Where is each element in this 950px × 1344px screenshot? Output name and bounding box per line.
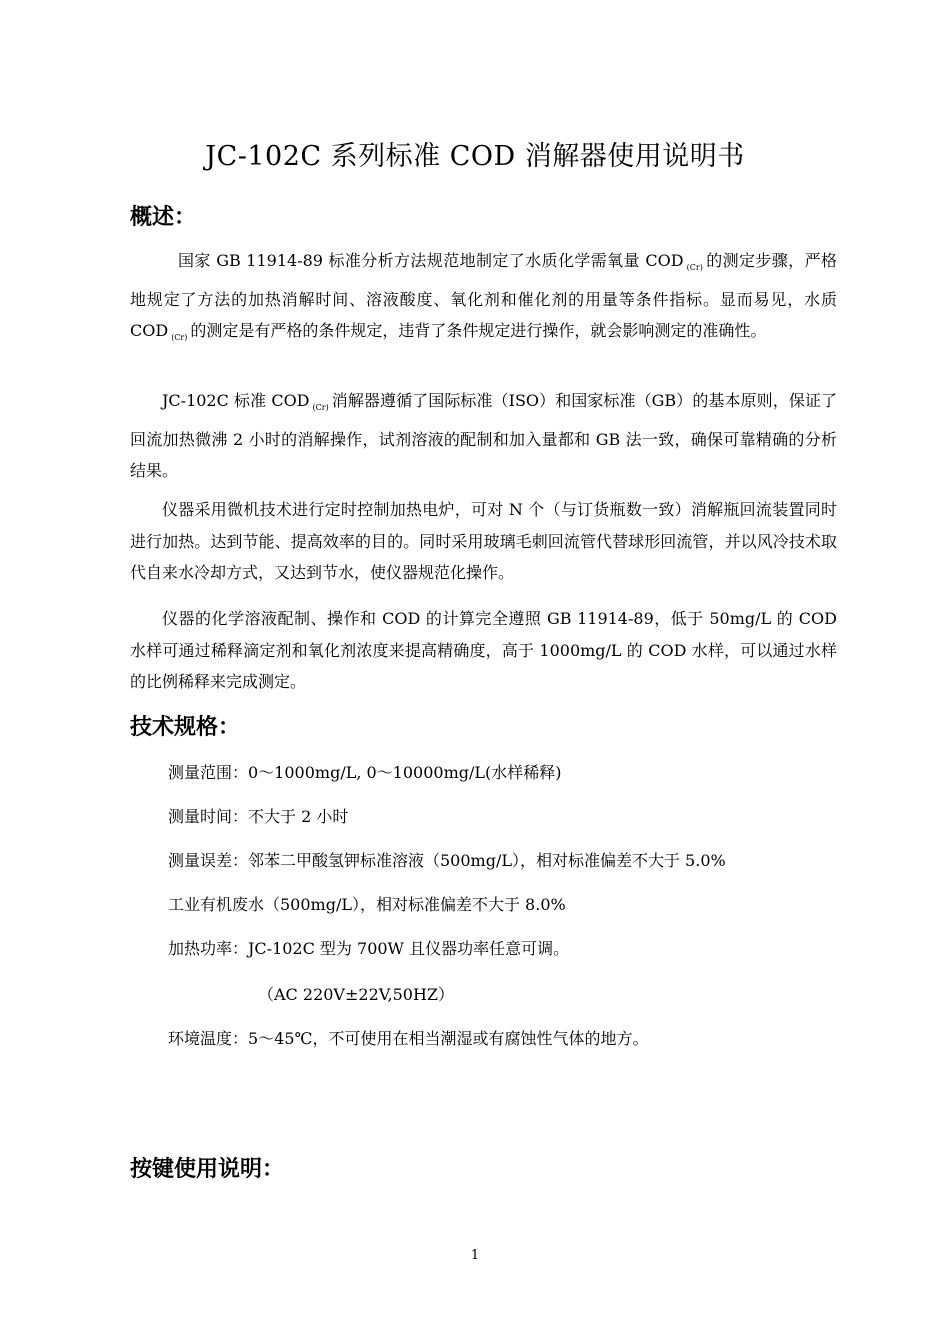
spec-power-supply: （AC 220V±22V,50HZ）: [258, 985, 455, 1004]
heading-specs: 技术规格：: [130, 715, 241, 740]
paragraph-overview-1: 国家 GB 11914-89 标准分析方法规范地制定了水质化学需氧量 COD $_{(Cr)}$ 的测定步骤，严格地规定了方法的加热消解时间、溶液酸度、氧化剂和催化剂的用量等条件指标。显而易见，水质 COD $_{(Cr)}$ 的测定是有严格的条件规定，违背了条件规定进行操作，就会影响测定的准确性。: [130, 251, 837, 342]
page-number: 1: [470, 1248, 480, 1263]
spec-ambient-temperature: 环境温度：5～45℃，不可使用在相当潮湿或有腐蚀性气体的地方。: [168, 1029, 649, 1048]
spec-measure-time: 测量时间：不大于 2 小时: [168, 807, 349, 826]
paragraph-overview-2: JC-102C 标准 COD $_{(Cr)}$ 消解器遵循了国际标准（ISO）和国家标准（GB）的基本原则，保证了回流加热微沸 2 小时的消解操作，试剂溶液的配制和加入量都和 GB 法一致，确保可靠精确的分析结果。: [130, 391, 837, 480]
heading-keys: 按键使用说明：: [130, 1157, 285, 1182]
spec-heating-power: 加热功率：JC-102C 型为 700W 且仪器功率任意可调。: [168, 939, 570, 958]
document-title: JC-102C 系列标准 COD 消解器使用说明书: [205, 141, 745, 172]
heading-overview: 概述：: [130, 205, 197, 230]
spec-measure-error: 测量误差：邻苯二甲酸氢钾标准溶液（500mg/L），相对标准偏差不大于 5.0%: [168, 851, 726, 870]
spec-industrial-water: 工业有机废水（500mg/L），相对标准偏差不大于 8.0%: [168, 895, 566, 914]
paragraph-overview-4: 仪器的化学溶液配制、操作和 COD 的计算完全遵照 GB 11914-89，低于 50mg/L 的 COD 水样可通过稀释滴定剂和氧化剂浓度来提高精确度，高于 1000mg/L 的 COD 水样，可以通过水样的比例稀释来完成测定。: [130, 609, 837, 691]
spec-measure-range: 测量范围：0～1000mg/L, 0～10000mg/L(水样稀释): [168, 763, 562, 782]
paragraph-overview-3: 仪器采用微机技术进行定时控制加热电炉，可对 N 个（与订货瓶数一致）消解瓶回流装置同时进行加热。达到节能、提高效率的目的。同时采用玻璃毛刺回流管代替球形回流管，并以风冷技术取代自来水冷却方式，又达到节水，使仪器规范化操作。: [130, 500, 837, 582]
